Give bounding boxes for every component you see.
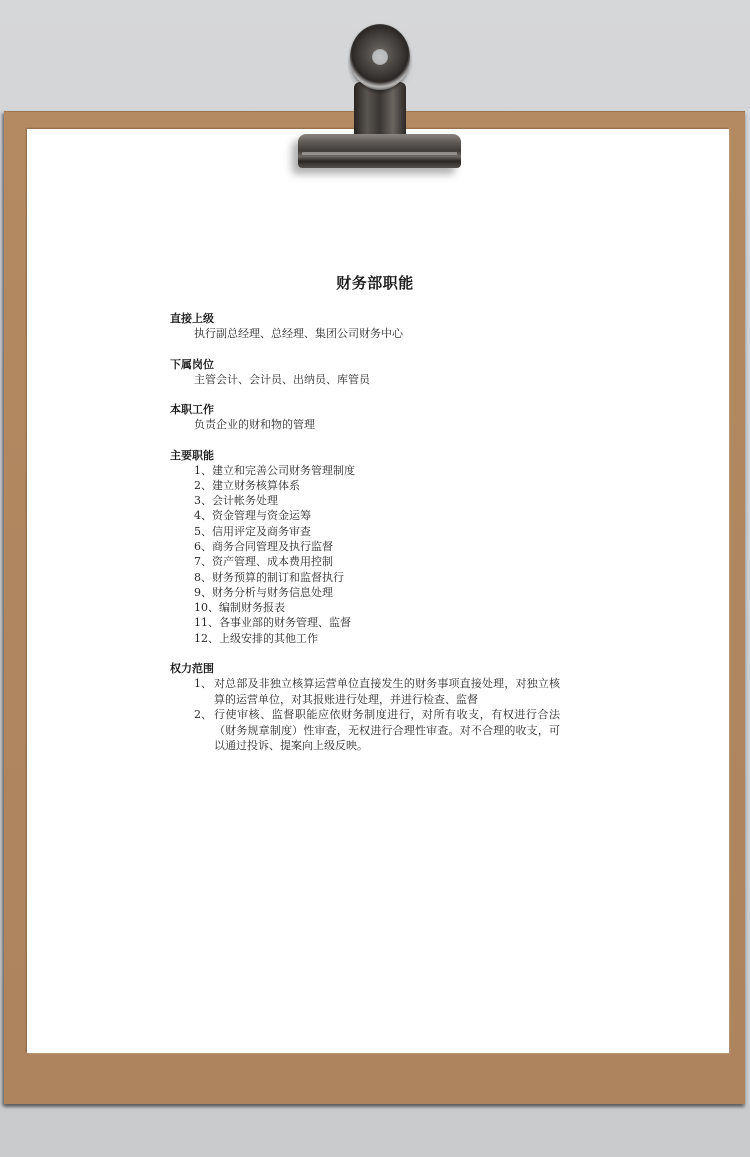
section-body: 执行副总经理、总经理、集团公司财务中心 <box>194 327 403 340</box>
list-item: 10、编制财务报表 <box>194 601 285 615</box>
document-content <box>170 272 590 769</box>
list-item: 4、资金管理与资金运筹 <box>194 509 311 523</box>
item-text: 对总部及非独立核算运营单位直接发生的财务事项直接处理，对独立核算的运营单位，对其报账进行处理，并进行检查、监督 <box>214 677 560 706</box>
list-item: 11、各事业部的财务管理、监督 <box>194 616 351 630</box>
section-heading: 权力范围 <box>170 662 214 676</box>
list-item: 8、财务预算的制订和监督执行 <box>194 570 344 584</box>
section-subordinate-positions <box>170 357 590 388</box>
section-direct-superior <box>170 311 590 342</box>
clip-hole <box>372 49 388 65</box>
list-item: 5、信用评定及商务审查 <box>194 524 311 538</box>
section-main-duties <box>170 448 590 647</box>
list-item: 3、会计帐务处理 <box>194 494 278 508</box>
list-item: 12、上级安排的其他工作 <box>194 631 318 645</box>
list-item: 7、资产管理、成本费用控制 <box>194 555 333 569</box>
section-heading: 直接上级 <box>170 312 214 325</box>
item-number: 2、 <box>194 708 212 722</box>
section-core-work <box>170 402 590 433</box>
section-heading: 主要职能 <box>170 448 214 462</box>
item-text: 行使审核、监督职能应依财务制度进行，对所有收支，有权进行合法（财务规章制度）性审查，无权进行合理性审查。对不合理的收支，可以通过投诉、提案向上级反映。 <box>214 708 560 753</box>
list-item: 6、商务合同管理及执行监督 <box>194 539 333 553</box>
duty-list <box>170 463 590 647</box>
clip-neck <box>354 82 406 140</box>
list-item <box>194 707 560 754</box>
document-title: 财务部职能 <box>336 274 414 292</box>
clip-base <box>298 134 461 168</box>
section-heading: 下属岗位 <box>170 357 214 371</box>
list-item: 2、建立财务核算体系 <box>194 478 300 492</box>
list-item <box>194 676 560 707</box>
list-item: 9、财务分析与财务信息处理 <box>194 585 333 599</box>
clip-highlight <box>302 152 457 155</box>
section-heading: 本职工作 <box>170 403 214 416</box>
section-body: 主管会计、会计员、出纳员、库管员 <box>194 372 370 386</box>
authority-list <box>170 676 560 754</box>
section-authority-scope <box>170 661 590 754</box>
item-number: 1、 <box>194 677 212 691</box>
section-body: 负责企业的财和物的管理 <box>194 418 315 431</box>
list-item: 1、建立和完善公司财务管理制度 <box>194 463 355 477</box>
